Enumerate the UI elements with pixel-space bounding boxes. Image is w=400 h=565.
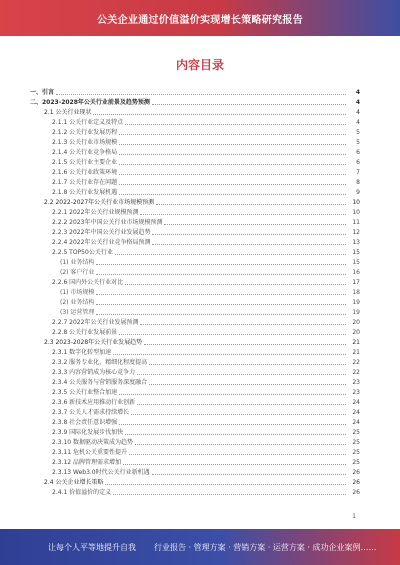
- toc-entry-label: 2.1.4 公关行业竞争格局: [52, 149, 118, 156]
- toc-entry-label: 2.3.1 数字化转型加速: [52, 349, 112, 356]
- toc-entry[interactable]: [30, 296, 360, 306]
- toc-entry-label: 2.3.12 品牌管理需求增加: [52, 459, 121, 466]
- toc-entry[interactable]: [30, 96, 360, 106]
- toc-leader-dots: [137, 373, 346, 375]
- toc-entry[interactable]: [30, 256, 360, 266]
- toc-leader-dots: [152, 243, 346, 245]
- toc-entry-label: 2.3.11 危机公关重要性提升: [52, 449, 127, 456]
- toc-leader-dots: [119, 193, 346, 195]
- toc-entry-page: 24: [352, 409, 360, 416]
- toc-entry-page: 15: [352, 259, 360, 266]
- toc-leader-dots: [96, 313, 346, 315]
- toc-entry[interactable]: [30, 356, 360, 366]
- toc-leader-dots: [137, 403, 346, 405]
- toc-entry-page: 20: [352, 329, 360, 336]
- toc-entry-label: 2.1.1 公关行业定义及特点: [52, 119, 124, 126]
- toc-leader-dots: [131, 413, 346, 415]
- toc-entry-label: 2.3.13 Web3.0时代公关行业新机遇: [52, 469, 150, 476]
- toc-entry[interactable]: [30, 436, 360, 446]
- toc-leader-dots: [152, 473, 346, 475]
- toc-entry-page: 25: [352, 439, 360, 446]
- toc-entry[interactable]: [30, 456, 360, 466]
- toc-leader-dots: [119, 393, 346, 395]
- toc-entry[interactable]: [30, 416, 360, 426]
- toc-entry-label: 2.2.4 2022年公关行业竞争格局预测: [52, 239, 151, 246]
- toc-entry-label: 2.2.6 国内外公关行业对比: [52, 279, 124, 286]
- toc-entry[interactable]: [30, 226, 360, 236]
- toc-entry[interactable]: [30, 326, 360, 336]
- toc-entry-page: 25: [352, 429, 360, 436]
- toc-entry[interactable]: [30, 306, 360, 316]
- toc-entry-page: 4: [355, 99, 360, 106]
- toc-entry-page: 23: [352, 389, 360, 396]
- toc-leader-dots: [144, 343, 346, 345]
- toc-entry-label: (3) 运营管理: [60, 309, 95, 316]
- toc-entry[interactable]: [30, 396, 360, 406]
- toc-entry-page: 22: [352, 359, 360, 366]
- toc-entry-page: 19: [352, 309, 360, 316]
- toc-entry-page: 20: [352, 319, 360, 326]
- toc-entry-page: 24: [352, 399, 360, 406]
- toc-entry-label: (2) 客户行业: [60, 269, 95, 276]
- toc-entry[interactable]: [30, 406, 360, 416]
- toc-leader-dots: [123, 463, 346, 465]
- toc-entry-label: 2.1 公关行业现状: [44, 109, 92, 116]
- toc-entry[interactable]: [30, 366, 360, 376]
- toc-leader-dots: [135, 443, 346, 445]
- toc-entry[interactable]: [30, 266, 360, 276]
- toc-entry-label: 2.1.5 公关行业主要企业: [52, 159, 118, 166]
- toc-entry-page: 10: [352, 199, 360, 206]
- toc-entry[interactable]: [30, 86, 360, 96]
- toc-entry-label: (2) 业务结构: [60, 299, 95, 306]
- toc-entry-page: 8: [356, 179, 360, 186]
- toc-entry[interactable]: [30, 446, 360, 456]
- toc-leader-dots: [119, 163, 346, 165]
- toc-leader-dots: [96, 293, 346, 295]
- toc-leader-dots: [152, 233, 346, 235]
- toc-leader-dots: [56, 93, 346, 95]
- toc-entry[interactable]: [30, 486, 360, 496]
- toc-entry-label: 2.3.4 公关服务与营销服务深度融合: [52, 379, 148, 386]
- footer-categories: 行业报告 · 管理方案 · 营销方案 · 运营方案 · 成功企业案例……: [154, 542, 377, 552]
- toc-leader-dots: [119, 143, 346, 145]
- toc-entry-page: 9: [356, 189, 360, 196]
- toc-entry[interactable]: [30, 146, 360, 156]
- toc-leader-dots: [96, 303, 346, 305]
- toc-entry-page: 18: [352, 289, 360, 296]
- toc-entry[interactable]: [30, 376, 360, 386]
- toc-entry-page: 24: [352, 419, 360, 426]
- toc-entry-label: (1) 业务结构: [60, 259, 95, 266]
- toc-leader-dots: [119, 183, 346, 185]
- toc-entry-page: 6: [356, 159, 360, 166]
- toc-leader-dots: [96, 273, 346, 275]
- toc-entry[interactable]: [30, 206, 360, 216]
- footer-banner: [0, 529, 400, 565]
- toc-entry[interactable]: [30, 166, 360, 176]
- toc-entry-label: 2.3.8 社会责任意识增强: [52, 419, 118, 426]
- toc-entry-page: 22: [352, 369, 360, 376]
- toc-entry-page: 16: [352, 269, 360, 276]
- toc-leader-dots: [93, 113, 346, 115]
- toc-entry-label: 2.3.2 服务专业化、精细化程度提高: [52, 359, 148, 366]
- toc-entry-page: 4: [356, 119, 360, 126]
- toc-entry-page: 23: [352, 379, 360, 386]
- toc-entry-page: 5: [356, 129, 360, 136]
- footer-slogan: 让每个人平等地提升自我: [48, 542, 136, 552]
- toc-entry-label: (1) 市场规模: [60, 289, 95, 296]
- toc-entry[interactable]: [30, 286, 360, 296]
- report-title: 公关企业通过价值溢价实现增长策略研究报告: [97, 14, 303, 26]
- toc-entry-label: 2.3 2023-2028年公关行业发展趋势: [44, 339, 143, 346]
- toc-entry-page: 12: [352, 229, 360, 236]
- toc-entry-page: 17: [352, 279, 360, 286]
- toc-entry-page: 4: [355, 89, 360, 96]
- toc-entry-label: 2.3.10 数据驱动决策成为趋势: [52, 439, 133, 446]
- toc-entry[interactable]: [30, 136, 360, 146]
- toc-leader-dots: [115, 253, 346, 255]
- toc-entry-page: 13: [352, 239, 360, 246]
- toc-entry-page: 6: [356, 149, 360, 156]
- toc-entry[interactable]: [30, 346, 360, 356]
- toc-entry-page: 11: [352, 219, 360, 226]
- toc-entry-page: 15: [352, 249, 360, 256]
- toc-entry[interactable]: [30, 156, 360, 166]
- toc-leader-dots: [129, 453, 346, 455]
- toc-leader-dots: [152, 103, 346, 105]
- toc-leader-dots: [119, 173, 346, 175]
- toc-entry-label: 2.3.5 公关行业整合加速: [52, 389, 118, 396]
- toc-entry[interactable]: [30, 236, 360, 246]
- toc-entry[interactable]: [30, 316, 360, 326]
- toc-entry-page: 5: [356, 139, 360, 146]
- toc-entry-label: 一、引言: [30, 89, 55, 96]
- toc-entry[interactable]: [30, 106, 360, 116]
- toc-entry[interactable]: [30, 466, 360, 476]
- toc-entry-label: 2.1.7 公关行业存在问题: [52, 179, 118, 186]
- toc-entry-label: 2.4 公关企业增长策略: [44, 479, 104, 486]
- toc-entry-label: 2.1.2 公关行业发展历程: [52, 129, 118, 136]
- toc-entry-label: 2.2.7 2022年公关行业发展预测: [52, 319, 139, 326]
- toc-entry-page: 26: [352, 489, 360, 496]
- toc-leader-dots: [140, 323, 346, 325]
- toc-entry-page: 21: [352, 339, 360, 346]
- toc-entry[interactable]: [30, 216, 360, 226]
- toc-entry-page: 7: [356, 169, 360, 176]
- toc-entry-label: 二、2023-2028年公关行业前景及趋势预测: [30, 99, 150, 106]
- toc-entry[interactable]: [30, 196, 360, 206]
- toc-entry-label: 2.4.1 价值溢价的定义: [52, 489, 112, 496]
- toc-entry-label: 2.3.7 公关人才需求持续增长: [52, 409, 130, 416]
- toc-entry-label: 2.3.3 内容营销成为核心竞争力: [52, 369, 136, 376]
- toc-entry-page: 26: [352, 469, 360, 476]
- toc-entry-page: 10: [352, 209, 360, 216]
- toc-leader-dots: [125, 283, 346, 285]
- toc-leader-dots: [96, 263, 346, 265]
- toc-leader-dots: [149, 363, 346, 365]
- report-header-banner: [0, 0, 400, 36]
- table-of-contents: [30, 86, 360, 496]
- toc-entry-page: 21: [352, 349, 360, 356]
- toc-entry[interactable]: [30, 386, 360, 396]
- toc-entry-label: 2.2.1 2022年公关行业规模预测: [52, 209, 139, 216]
- toc-entry[interactable]: [30, 246, 360, 256]
- toc-entry[interactable]: [30, 476, 360, 486]
- toc-entry[interactable]: [30, 126, 360, 136]
- toc-entry[interactable]: [30, 336, 360, 346]
- toc-leader-dots: [119, 333, 346, 335]
- toc-entry-label: 2.2.2 2023年中国公关行业市场规模预测: [52, 219, 163, 226]
- toc-entry-label: 2.1.3 公关行业市场规模: [52, 139, 118, 146]
- toc-entry-label: 2.3.9 国际化发展步伐加快: [52, 429, 124, 436]
- toc-heading: 内容目录: [175, 58, 224, 72]
- toc-leader-dots: [125, 123, 346, 125]
- toc-entry-page: 4: [356, 109, 360, 116]
- toc-leader-dots: [140, 213, 346, 215]
- toc-entry[interactable]: [30, 186, 360, 196]
- toc-leader-dots: [113, 353, 346, 355]
- toc-leader-dots: [119, 423, 346, 425]
- toc-entry[interactable]: [30, 176, 360, 186]
- toc-leader-dots: [156, 203, 346, 205]
- toc-entry-label: 2.3.6 新技术应用推动行业创新: [52, 399, 136, 406]
- toc-entry[interactable]: [30, 276, 360, 286]
- toc-entry-label: 2.2.8 公关行业发展前景: [52, 329, 118, 336]
- toc-leader-dots: [125, 433, 346, 435]
- toc-leader-dots: [119, 133, 346, 135]
- page-number: 1: [352, 513, 356, 520]
- toc-entry[interactable]: [30, 116, 360, 126]
- toc-entry-page: 25: [352, 459, 360, 466]
- toc-entry-label: 2.1.6 公关行业政策环境: [52, 169, 118, 176]
- toc-leader-dots: [119, 153, 346, 155]
- toc-leader-dots: [113, 493, 346, 495]
- toc-entry-label: 2.1.8 公关行业发展机遇: [52, 189, 118, 196]
- toc-entry[interactable]: [30, 426, 360, 436]
- toc-entry-label: 2.2 2022-2027年公关行业市场规模预测: [44, 199, 155, 206]
- toc-entry-label: 2.2.5 TOP50公关行业: [52, 249, 113, 256]
- toc-entry-page: 26: [352, 479, 360, 486]
- toc-entry-page: 25: [352, 449, 360, 456]
- toc-leader-dots: [149, 383, 346, 385]
- toc-entry-page: 19: [352, 299, 360, 306]
- toc-leader-dots: [105, 483, 346, 485]
- toc-entry-label: 2.2.3 2022年中国公关行业发展趋势: [52, 229, 151, 236]
- toc-leader-dots: [164, 223, 346, 225]
